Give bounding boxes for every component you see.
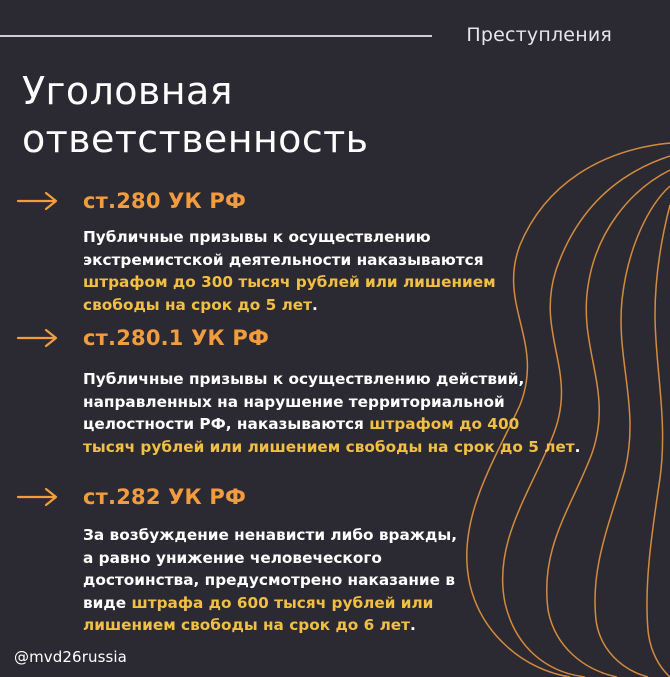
social-handle: @mvd26russia xyxy=(14,648,127,666)
article-header xyxy=(16,185,586,217)
text-segment: Публичные призывы к осуществлению действий, xyxy=(83,370,525,388)
arrow-right-icon xyxy=(16,190,66,212)
title-line-2: ответственность xyxy=(22,117,369,161)
text-segment: Публичные призывы к осуществлению xyxy=(83,228,431,246)
description-line xyxy=(83,592,583,615)
arrow-right-icon xyxy=(16,327,66,349)
article-code: ст.280 УК РФ xyxy=(83,188,247,213)
article-description xyxy=(83,524,583,637)
text-segment: виде xyxy=(83,593,132,612)
highlighted-penalty: лишением свободы на срок до 6 лет xyxy=(83,616,411,634)
text-segment: . xyxy=(410,616,416,634)
highlighted-penalty: тысяч рублей или лишением свободы на срок до 5 лет xyxy=(83,437,575,456)
page-title xyxy=(22,67,492,163)
description-line xyxy=(83,547,583,570)
description-line xyxy=(83,436,583,459)
highlighted-penalty: штрафом до 300 тысяч рублей или лишением xyxy=(83,273,496,291)
article-header xyxy=(16,481,586,513)
text-segment: За возбуждение ненависти либо вражды, xyxy=(83,526,458,544)
category-label: Преступления xyxy=(466,24,612,46)
text-segment: а равно унижение человеческого xyxy=(83,548,382,567)
article-description xyxy=(83,226,583,316)
text-segment: . xyxy=(574,437,581,456)
description-line xyxy=(83,249,583,272)
article-280-1 xyxy=(16,322,586,458)
article-282 xyxy=(16,481,586,637)
description-line xyxy=(83,226,583,249)
arrow-right-icon xyxy=(16,486,66,508)
text-segment: направленных на нарушение территориальной xyxy=(83,392,505,411)
article-header xyxy=(16,322,586,354)
article-code: ст.280.1 УК РФ xyxy=(83,325,270,350)
top-divider xyxy=(0,35,432,37)
text-segment: целостности РФ, наказываются xyxy=(83,415,370,433)
text-segment: достоинства, предусмотрено наказание в xyxy=(83,571,456,589)
highlighted-penalty: свободы на срок до 5 лет xyxy=(83,295,313,314)
highlighted-penalty: штрафа до 600 тысяч рублей или xyxy=(131,593,434,612)
description-line xyxy=(83,271,583,294)
text-segment: . xyxy=(312,295,318,314)
title-line-1: Уголовная xyxy=(22,69,233,113)
description-line xyxy=(83,569,583,592)
article-code: ст.282 УК РФ xyxy=(83,484,247,509)
description-line xyxy=(83,524,583,547)
description-line xyxy=(83,391,583,414)
highlighted-penalty: штрафом до 400 xyxy=(369,415,520,433)
description-line xyxy=(83,614,583,637)
article-280 xyxy=(16,185,586,316)
article-description xyxy=(83,368,583,458)
description-line xyxy=(83,413,583,436)
text-segment: экстремистской деятельности наказываются xyxy=(83,250,484,269)
description-line xyxy=(83,294,583,317)
description-line xyxy=(83,368,583,391)
